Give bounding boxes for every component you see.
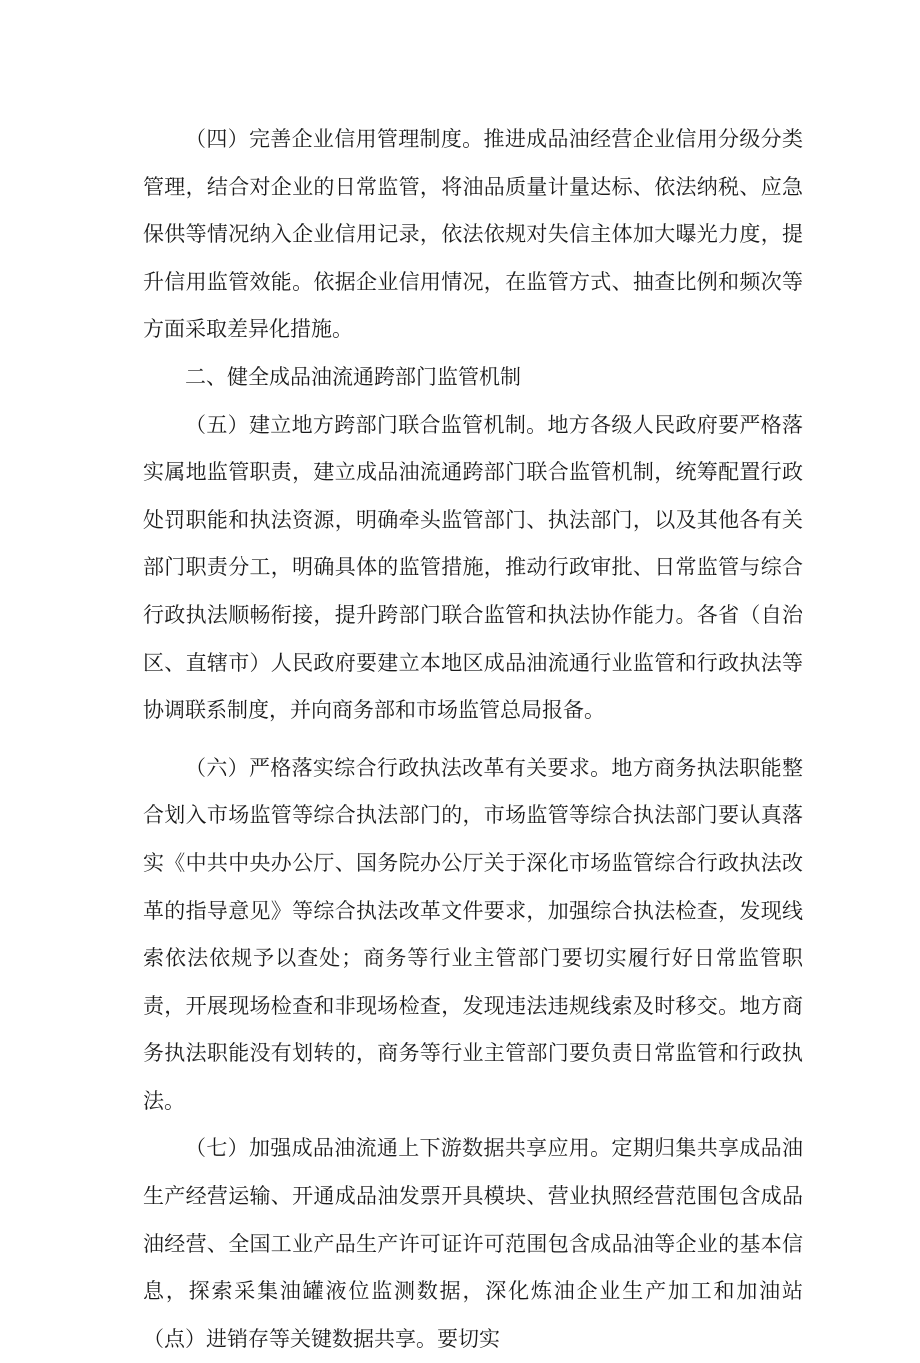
paragraph-item-7: （七）加强成品油流通上下游数据共享应用。定期归集共享成品油生产经营运输、开通成品油发票开具模块、营业执照经营范围包含成品油经营、全国工业产品生产许可证许可范围包含成品油等企业的基本信息，探索采集油罐液位监测数据，深化炼油企业生产加工和加油站（点）进销存等关键数据共享。要切实 <box>143 1136 803 1351</box>
paragraph-spacer <box>143 735 803 745</box>
document-body <box>143 116 803 1363</box>
paragraph-item-6: （六）严格落实综合行政执法改革有关要求。地方商务执法职能整合划入市场监管等综合执法部门的，市场监管等综合执法部门要认真落实《中共中央办公厅、国务院办公厅关于深化市场监管综合行政执法改革的指导意见》等综合执法改革文件要求，加强综合执法检查，发现线索依法依规予以查处；商务等行业主管部门要切实履行好日常监管职责，开展现场检查和非现场检查，发现违法违规线索及时移交。地方商务执法职能没有划转的，商务等行业主管部门要负责日常监管和行政执法。 <box>143 755 803 1113</box>
section-heading-2: 二、健全成品油流通跨部门监管机制 <box>185 364 521 389</box>
paragraph-item-5: （五）建立地方跨部门联合监管机制。地方各级人民政府要严格落实属地监管职责，建立成品油流通跨部门联合监管机制，统筹配置行政处罚职能和执法资源，明确牵头监管部门、执法部门，以及其他各有关部门职责分工，明确具体的监管措施，推动行政审批、日常监管与综合行政执法顺畅衔接，提升跨部门联合监管和执法协作能力。各省（自治区、直辖市）人民政府要建立本地区成品油流通行业监管和行政执法等协调联系制度，并向商务部和市场监管总局报备。 <box>143 412 803 723</box>
paragraph-item-4: （四）完善企业信用管理制度。推进成品油经营企业信用分级分类管理，结合对企业的日常监管，将油品质量计量达标、依法纳税、应急保供等情况纳入企业信用记录，依法依规对失信主体加大曝光力度，提升信用监管效能。依据企业信用情况，在监管方式、抽查比例和频次等方面采取差异化措施。 <box>143 127 803 342</box>
